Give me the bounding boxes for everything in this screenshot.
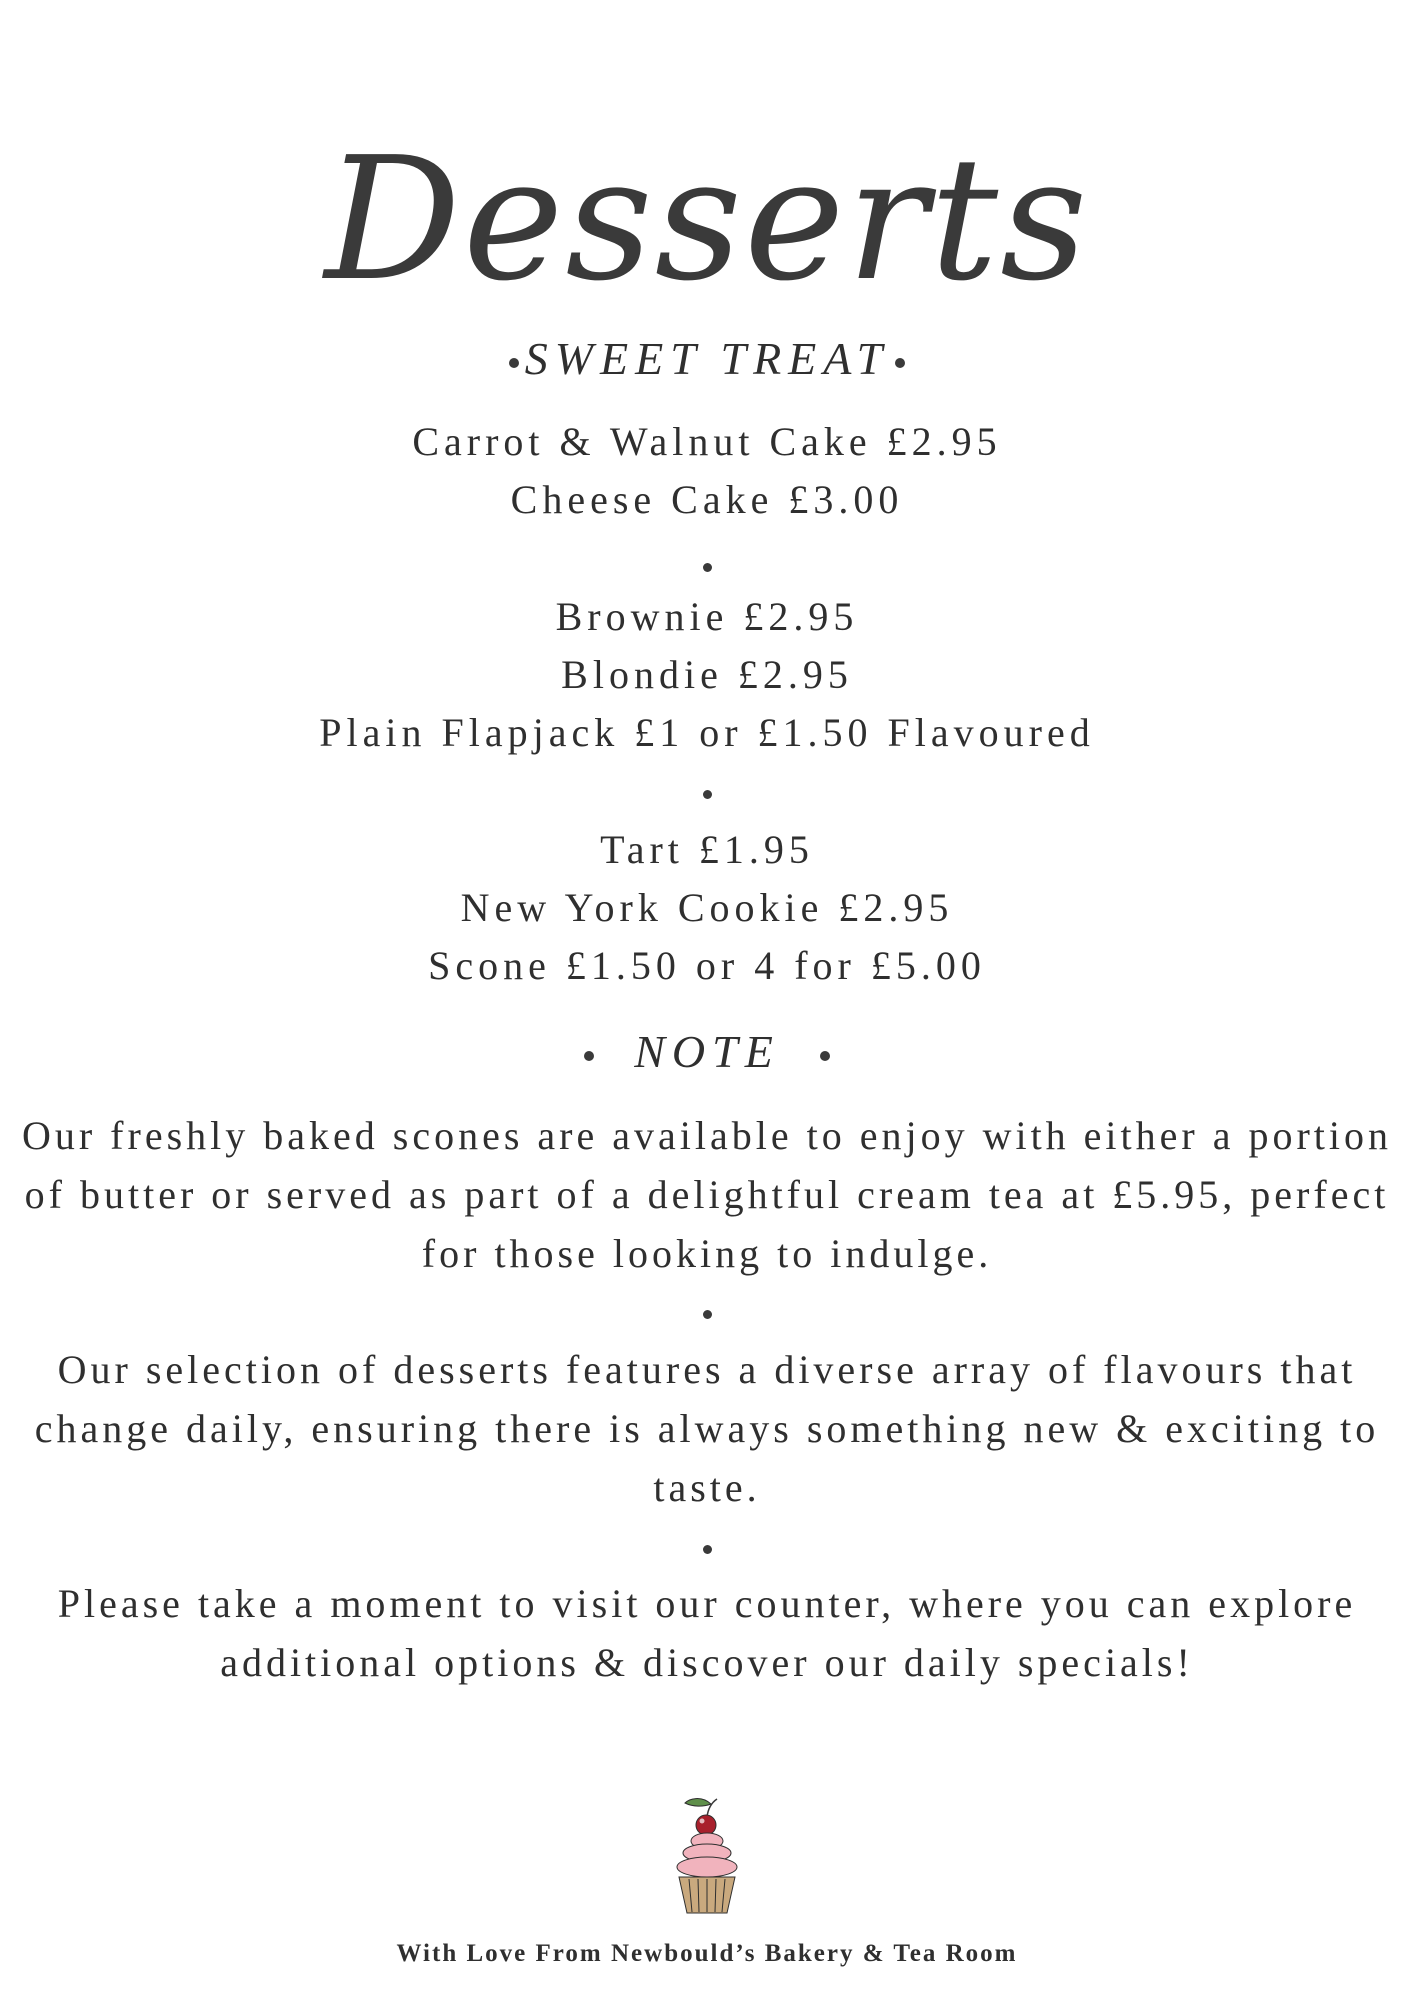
note-paragraph: Please take a moment to visit our counter, where you can explore additional options & discover our daily specials! bbox=[57, 1581, 1357, 1685]
menu-item: New York Cookie £2.95 bbox=[460, 885, 954, 930]
cupcake-icon bbox=[667, 1795, 747, 1920]
menu-item: Brownie £2.95 bbox=[555, 594, 859, 639]
separator-dot bbox=[703, 790, 712, 799]
page-title: Desserts bbox=[324, 121, 1090, 319]
separator-dot bbox=[703, 1310, 712, 1319]
menu-item: Plain Flapjack £1 or £1.50 Flavoured bbox=[319, 710, 1095, 755]
separator-dot bbox=[703, 1545, 712, 1554]
menu-item: Tart £1.95 bbox=[600, 827, 814, 872]
bullet-dot bbox=[509, 358, 519, 368]
bullet-dot bbox=[584, 1051, 594, 1061]
note-paragraph: Our selection of desserts features a diverse array of flavours that change daily, ensuring there is always something new & exciting to taste. bbox=[34, 1347, 1380, 1510]
bullet-dot bbox=[895, 358, 905, 368]
note-heading-label: NOTE bbox=[634, 1026, 780, 1077]
section-heading bbox=[0, 332, 1414, 385]
section-heading-label: SWEET TREAT bbox=[524, 333, 890, 384]
menu-item: Blondie £2.95 bbox=[561, 652, 853, 697]
menu-item: Cheese Cake £3.00 bbox=[510, 477, 904, 522]
menu-item: Scone £1.50 or 4 for £5.00 bbox=[428, 943, 986, 988]
separator-dot bbox=[703, 563, 712, 572]
bullet-dot bbox=[820, 1051, 830, 1061]
footer-signature: With Love From Newbould’s Bakery & Tea Room bbox=[396, 1940, 1018, 1967]
note-paragraph: Our freshly baked scones are available to enjoy with either a portion of butter or served as part of a delightful cream tea at £5.95, perfect for those looking to indulge. bbox=[21, 1113, 1393, 1276]
note-heading bbox=[0, 1025, 1414, 1078]
menu-item: Carrot & Walnut Cake £2.95 bbox=[412, 419, 1002, 464]
